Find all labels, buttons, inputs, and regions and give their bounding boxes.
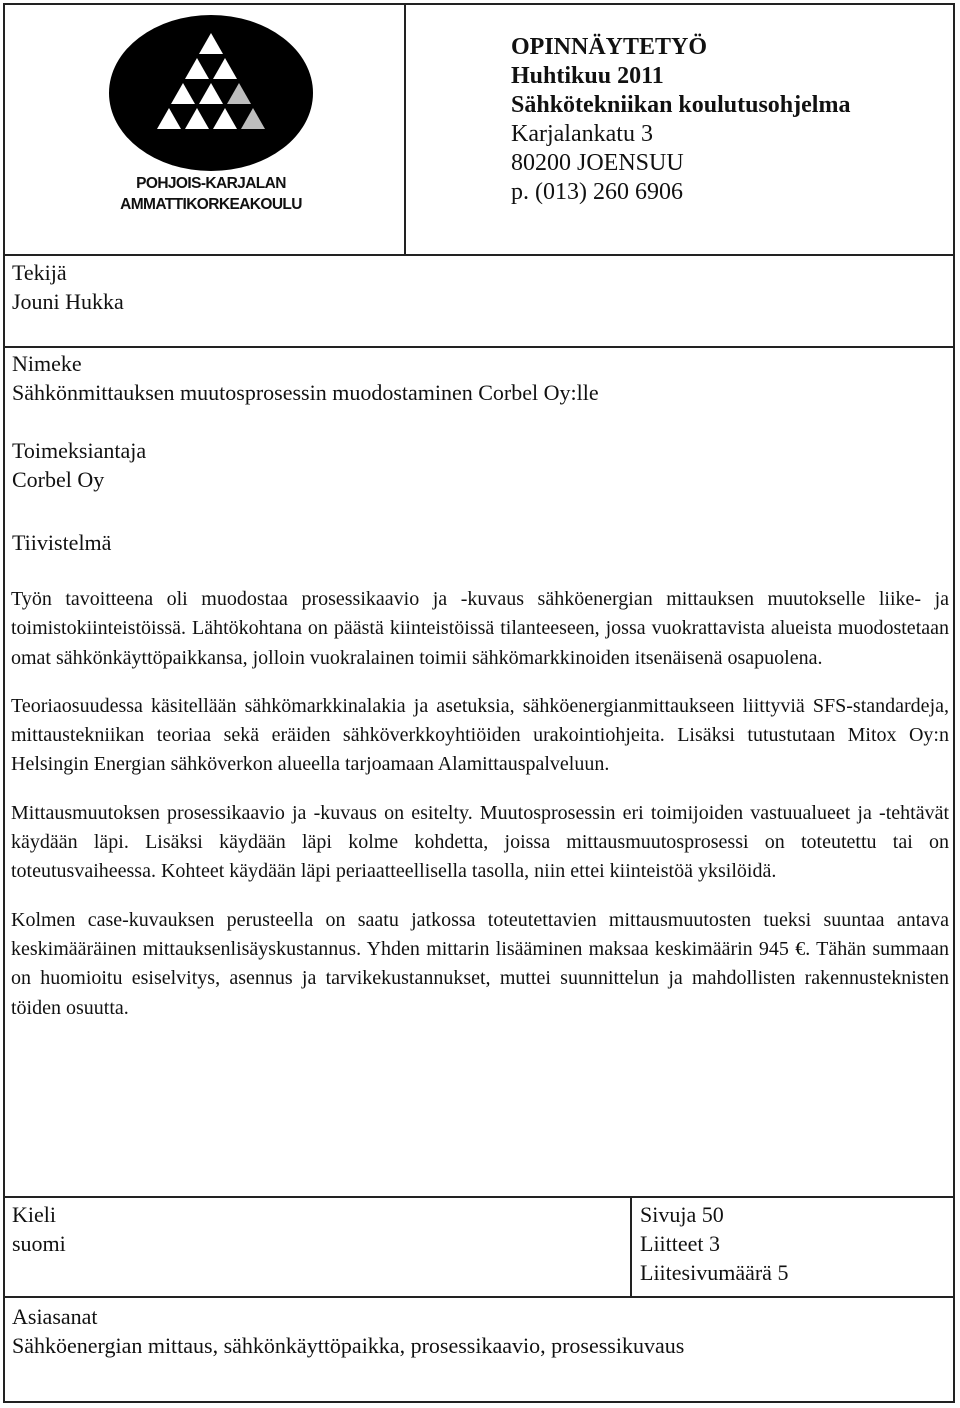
author-name: Jouni Hukka	[12, 289, 124, 314]
keywords-value: Sähköenergian mittaus, sähkönkäyttöpaikka, prosessikaavio, prosessikuvaus	[12, 1333, 685, 1358]
phone-number: p. (013) 260 6906	[511, 179, 683, 205]
keywords-section	[12, 1302, 684, 1360]
commissioner-name: Corbel Oy	[12, 467, 105, 492]
language-pages-divider	[630, 1196, 632, 1297]
title-label: Nimeke	[12, 351, 82, 376]
language-section	[12, 1200, 66, 1258]
thesis-title: Sähkönmittauksen muutosprosessin muodostaminen Corbel Oy:lle	[12, 380, 599, 405]
abstract-body	[11, 585, 949, 1042]
page-count-section	[640, 1200, 788, 1287]
abstract-paragraph-2: Teoriaosuudessa käsitellään sähkömarkkinalakia ja asetuksia, sähköenergianmittaukseen liittyviä SFS-standardeja, mittaustekniikan teoriaa sekä eräiden sähköverkkoyhtiöiden urakointiohjeita. Lisäksi tutustutaan Mitox Oy:n Helsingin Energian sähköverkon alueella tarjoamaan Alamittauspalveluun.	[11, 694, 949, 776]
page-count: Sivuja 50	[640, 1202, 724, 1227]
city-address: 80200 JOENSUU	[511, 150, 684, 176]
abstract-bottom-rule	[3, 1196, 955, 1198]
title-section	[12, 349, 599, 407]
degree-programme: Sähkötekniikan koulutusohjelma	[511, 92, 851, 118]
language-bottom-rule	[3, 1296, 955, 1298]
keywords-label: Asiasanat	[12, 1304, 98, 1329]
abstract-paragraph-4: Kolmen case-kuvauksen perusteella on saatu jatkossa toteutettavien mittausmuutosten tueksi suuntaa antava keskimääräinen mittauksenlisäyskustannus. Yhden mittarin lisääminen maksaa keskimäärin 945 €. Tähän summaan on huomioitu esiselvitys, asennus ja tarvikekustannukset, muttei suunnittelun ja mahdollisten rakennusteknisten töiden osuutta.	[11, 908, 949, 1019]
university-logo-icon	[106, 13, 316, 173]
abstract-paragraph-1: Työn tavoitteena oli muodostaa prosessikaavio ja -kuvaus sähköenergian mittauksen muutokselle liike- ja toimistokiinteistöissä. Lähtökohtana on päästä kiinteistöissä tilanteeseen, jossa vuokrattavista alueista muodostetaan omat sähkönkäyttöpaikkansa, jolloin vuokralainen toimii sähkömarkkinoiden itsenäisenä osapuolena.	[11, 588, 949, 669]
document-type: OPINNÄYTETYÖ	[511, 34, 708, 60]
language-label: Kieli	[12, 1202, 56, 1227]
logo-line-2: AMMATTIKORKEAKOULU	[120, 196, 302, 213]
logo-wordmark	[106, 173, 316, 215]
commissioner-label: Toimeksiantaja	[12, 438, 147, 463]
appendix-count: Liitteet 3	[640, 1231, 721, 1256]
commissioner-section	[12, 436, 146, 494]
author-label: Tekijä	[12, 260, 67, 285]
abstract-label: Tiivistelmä	[12, 530, 112, 555]
language-value: suomi	[12, 1231, 66, 1256]
appendix-page-count: Liitesivumäärä 5	[640, 1260, 789, 1285]
abstract-paragraph-3: Mittausmuutoksen prosessikaavio ja -kuvaus on esitelty. Muutosprosessin eri toimijoiden vastuualueet ja -tehtävät käydään läpi. Lisäksi käydään läpi kolme kohdetta, joissa mittausmuutosprosessi on toteutettu tai on toteutusvaiheessa. Kohteet käydään läpi periaatteellisella tasolla, niin ettei kiinteistöä yksilöidä.	[11, 801, 949, 883]
header-info	[511, 33, 850, 207]
logo-cell	[3, 3, 405, 255]
street-address: Karjalankatu 3	[511, 121, 653, 147]
document-date: Huhtikuu 2011	[511, 63, 664, 89]
author-bottom-rule	[3, 346, 955, 348]
logo-line-1: POHJOIS-KARJALAN	[136, 175, 286, 192]
author-section	[12, 258, 124, 316]
